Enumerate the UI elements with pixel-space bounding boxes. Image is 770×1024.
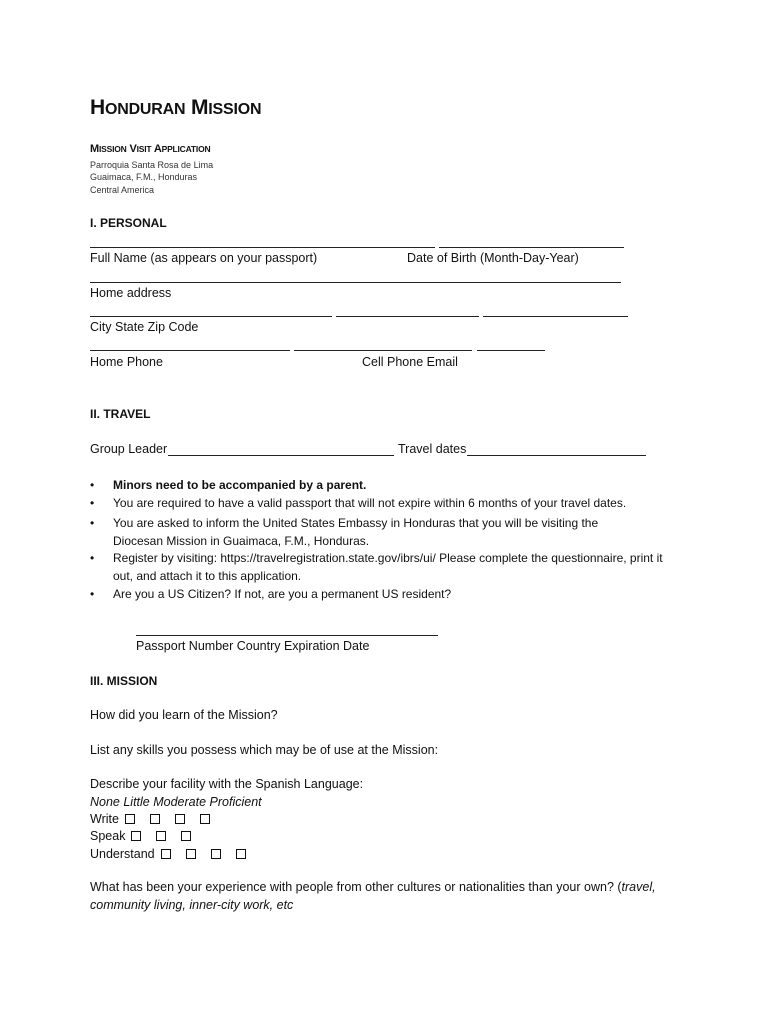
document-title: HONDURAN MISSION: [90, 96, 262, 119]
understand-row: [90, 847, 255, 861]
bullet-item: • Are you a US Citizen? If not, are you a permanent US resident?: [90, 586, 690, 604]
home-phone-field[interactable]: [90, 350, 290, 351]
bullet-icon: •: [90, 496, 95, 510]
skills-question: List any skills you possess which may be of use at the Mission:: [90, 743, 439, 757]
full-name-label: Full Name (as appears on your passport): [90, 251, 318, 265]
state-field[interactable]: [336, 316, 479, 317]
cell-email-label: Cell Phone Email: [362, 355, 458, 369]
group-leader-field[interactable]: [168, 455, 394, 456]
travel-dates-field[interactable]: [467, 455, 646, 456]
bullet-item: • You are required to have a valid passport that will not expire within 6 months of your travel dates.: [90, 495, 690, 513]
travel-dates-label: Travel dates: [398, 442, 467, 456]
section-mission-heading: III. MISSION: [90, 674, 158, 688]
write-little-checkbox[interactable]: [150, 814, 160, 824]
understand-proficient-checkbox[interactable]: [236, 849, 246, 859]
address-line-1: Parroquia Santa Rosa de Lima: [90, 160, 214, 170]
speak-row: [90, 829, 200, 843]
home-address-field[interactable]: [90, 282, 621, 283]
write-label: Write: [90, 812, 119, 826]
bullet-icon: •: [90, 551, 95, 565]
write-proficient-checkbox[interactable]: [200, 814, 210, 824]
speak-moderate-checkbox[interactable]: [181, 831, 191, 841]
home-address-label: Home address: [90, 286, 172, 300]
spanish-levels: None Little Moderate Proficient: [90, 795, 262, 809]
dob-label: Date of Birth (Month-Day-Year): [407, 251, 579, 265]
experience-examples: community living, inner-city work, etc: [90, 898, 294, 912]
home-phone-label: Home Phone: [90, 355, 163, 369]
write-row: [90, 812, 219, 826]
bullet-icon: •: [90, 478, 95, 492]
write-moderate-checkbox[interactable]: [175, 814, 185, 824]
passport-label: Passport Number Country Expiration Date: [136, 639, 370, 653]
bullet-item: • Register by visiting: https://travelregistration.state.gov/ibrs/ui/ Please complete the questionnaire, print it out, and attach it to this application.: [90, 550, 682, 585]
address-line-3: Central America: [90, 185, 155, 195]
bullet-icon: •: [90, 587, 95, 601]
understand-moderate-checkbox[interactable]: [211, 849, 221, 859]
bullet-icon: •: [90, 516, 95, 530]
dob-field[interactable]: [439, 247, 624, 248]
email-field[interactable]: [477, 350, 545, 351]
city-field[interactable]: [90, 316, 332, 317]
understand-label: Understand: [90, 847, 155, 861]
section-travel-heading: II. TRAVEL: [90, 407, 151, 421]
passport-field[interactable]: [136, 635, 438, 636]
cell-phone-field[interactable]: [294, 350, 472, 351]
speak-none-checkbox[interactable]: [131, 831, 141, 841]
experience-question: What has been your experience with people from other cultures or nationalities than your own? (travel,: [90, 880, 656, 894]
write-none-checkbox[interactable]: [125, 814, 135, 824]
group-leader-label: Group Leader: [90, 442, 168, 456]
bullet-item: • You are asked to inform the United States Embassy in Honduras that you will be visiting the Diocesan Mission in Guaimaca, F.M., Honduras.: [90, 515, 650, 550]
document-subtitle: MISSION VISIT APPLICATION: [90, 143, 211, 155]
bullet-item: • Minors need to be accompanied by a parent.: [90, 477, 690, 495]
speak-little-checkbox[interactable]: [156, 831, 166, 841]
understand-none-checkbox[interactable]: [161, 849, 171, 859]
full-name-field[interactable]: [90, 247, 435, 248]
city-state-zip-label: City State Zip Code: [90, 320, 199, 334]
understand-little-checkbox[interactable]: [186, 849, 196, 859]
address-line-2: Guaimaca, F.M., Honduras: [90, 172, 198, 182]
section-personal-heading: I. PERSONAL: [90, 216, 167, 230]
spanish-question: Describe your facility with the Spanish Language:: [90, 777, 364, 791]
learn-question: How did you learn of the Mission?: [90, 708, 278, 722]
speak-label: Speak: [90, 829, 126, 843]
zip-field[interactable]: [483, 316, 628, 317]
